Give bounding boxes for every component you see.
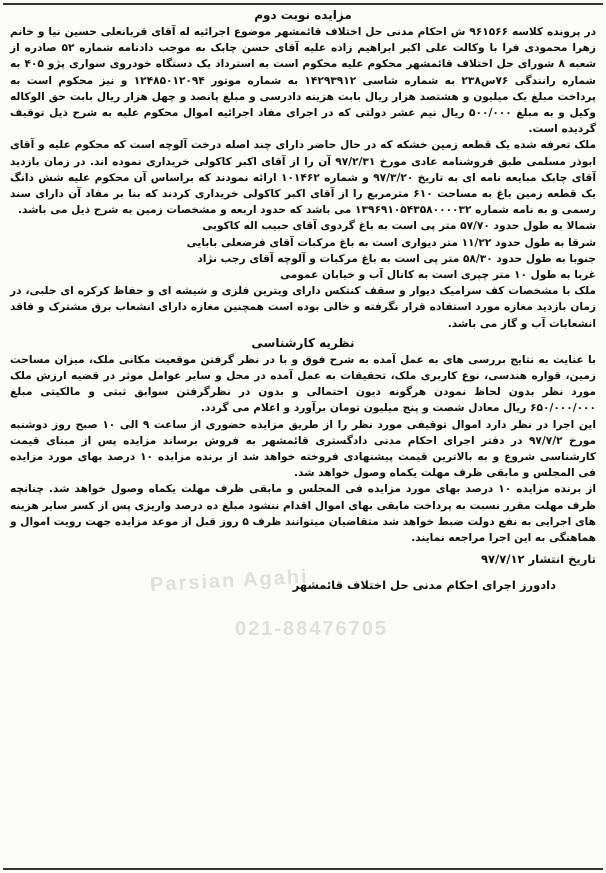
bound-east: شرقا به طول حدود ۱۱/۲۲ متر دیواری است به باغ مرکبات آقای فرضعلی بابایی [186, 236, 596, 249]
property-paragraph: ملک تعرفه شده یک قطعه زمین خشکه که در حال حاضر دارای چند اصله درخت آلوچه است که محکوم علیه و آقای ابوذر مسلمی طبق فروشنامه عادی مورخ ۹۷/۲/۳۱ آن را از آقای اکبر کاکولی خریداری نموده اند. در زمان بازدید آقای چابک مبایعه نامه ای به تاریخ ۹۷/۳/۲۰ و شماره ۱۰۱۴۶۲ ارائه نمودند که براساس آن محکوم علیه شش دانگ یک قطعه زمین باغ به مساحت ۶۱۰ مترمربع را از آقای اکبر کاکولی خریداری کردند که بنا بر مفاد آن دارای سند رسمی و به نامه شماره ۱۳۹۶۹۱۰۵۴۳۵۸۰۰۰۰۳۲ می باشد که حدود اربعه و مشخصات زمین به شرح ذیل می باشد. [10, 139, 596, 217]
publish-date-label: تاریخ انتشار [528, 552, 596, 567]
signature: دادورز اجرای احکام مدنی حل اختلاف قائمشهر [292, 578, 556, 593]
bound-north: شمالا به طول حدود ۵۷/۷۰ متر پی است به باغ گردوی آقای حبیب اله کاکوبی [202, 220, 596, 233]
bound-west: غربا به طول ۱۰ متر چپری است به کانال آب و خیابان عمومی [280, 269, 596, 282]
publish-date-value: ۹۷/۷/۱۲ [481, 552, 525, 567]
publish-date-line [10, 550, 596, 568]
watermark-phone: 021-88476705 [235, 618, 389, 640]
expert-title: نظریه کارشناسی [251, 335, 355, 350]
intro-paragraph: در پرونده کلاسه ۹۶۱۵۶۶ ش احکام مدنی حل اختلاف قائمشهر موضوع اجرائیه له آقای قربانعلی حسین نیا و خانم زهرا محمودی فرا با وکالت علی اکبر ابراهیم زاده علیه آقای حسن چابک به موجب دادنامه شماره ۵۲ صادره از شعبه ۸ شورای حل اختلاف قائمشهر محکوم علیه محکوم است به استرداد یک دستگاه خودروی سواری پژو ۴۰۵ به شماره رانندگی ۷۶س۲۳۸ به شماره شاسی ۱۴۲۹۳۹۱۲ به شماره موتور ۱۲۴۸۵۰۱۲۰۹۴ و نیز محکوم است به پرداخت مبلغ یک میلیون و هشتصد هزار ریال بابت هزینه دادرسی و مبلغ پانصد و چهل هزار ریال بابت حق الوکاله وکیل و به مبلغ ۵۰۰/۰۰۰ ریال نیم عشر دولتی که در اجرای مفاد اجرائیه اموال محکوم علیه به شرح ذیل توقیف گردیده است. [10, 26, 597, 136]
terms-paragraph: از برنده مزایده ۱۰ درصد بهای مورد مزایده فی المجلس و مابقی ظرف مهلت یکماه وصول خواهد شد. چنانچه ظرف مهلت مقرر نسبت به پرداخت مابقی بهای اموال اقدام ننشود مبلغ ده درصد واریزی پس از کسر سایر هزینه های اجرایی به نفع دولت ضبط خواهد شد متقاضیان میتوانند ظرف ۵ روز قبل از موعد مزایده جهت رویت اموال و هماهنگی به این اجرا مراجعه نمایند. [10, 483, 596, 545]
notice-title: مزایده نوبت دوم [254, 8, 352, 22]
auction-paragraph: این اجرا در نظر دارد اموال توقیفی مورد نظر را از طریق مزایده حضوری از ساعت ۹ الی ۱۰ صبح روز دوشنبه مورخ ۹۷/۷/۲ در دفتر اجرای احکام مدنی دادگستری قائمشهر به فروش برساند مزایده پس از مبنای قیمت کارشناسی شروع و به بالاترین قیمت پیشنهادی فروخته خواهد شد از برنده مزایده ۱۰ درصد بهای مورد مزایده فی المجلس و مابقی ظرف مهلت یکماه وصول خواهد شد. [10, 418, 596, 480]
bound-south: جنوبا به طول حدود ۵۸/۳۰ متر پی است به باغ مرکبات و آلوچه آقای رجب نژاد [197, 252, 596, 265]
property-bounds [10, 218, 596, 283]
watermark-logo-text: Parsian Agahi [149, 565, 310, 597]
shop-paragraph: ملک با مشخصات کف سرامیک دیوار و سقف کنتکس دارای ویترین فلزی و شیشه ای و حفاظ کرکره ای حلبی، در زمان بازدید مغازه مورد استفاده قرار نگرفته و خالی بوده است همچنین مغازه دارای انشعاب برق مشترک و فاقد انشعابات آب و گاز می باشد. [10, 285, 596, 330]
expert-paragraph: با عنایت به نتایج بررسی های به عمل آمده به شرح فوق و با در نظر گرفتن موقعیت مکانی ملک، میزان مساحت زمین، قواره هندسی، نوع کاربری ملک، تحقیقات به عمل آمده در محل و سایر عوامل موثر در قضیه ارزش ملک مورد نظر بدون لحاظ نمودن هرگونه دیون احتمالی و بدون در نظرگرفتن سوابق ثبتی و مالکیتی مبلغ ۶۵۰/۰۰۰/۰۰۰ ریال معادل شصت و پنج میلیون تومان برآورد و اعلام می گردد. [10, 353, 596, 415]
